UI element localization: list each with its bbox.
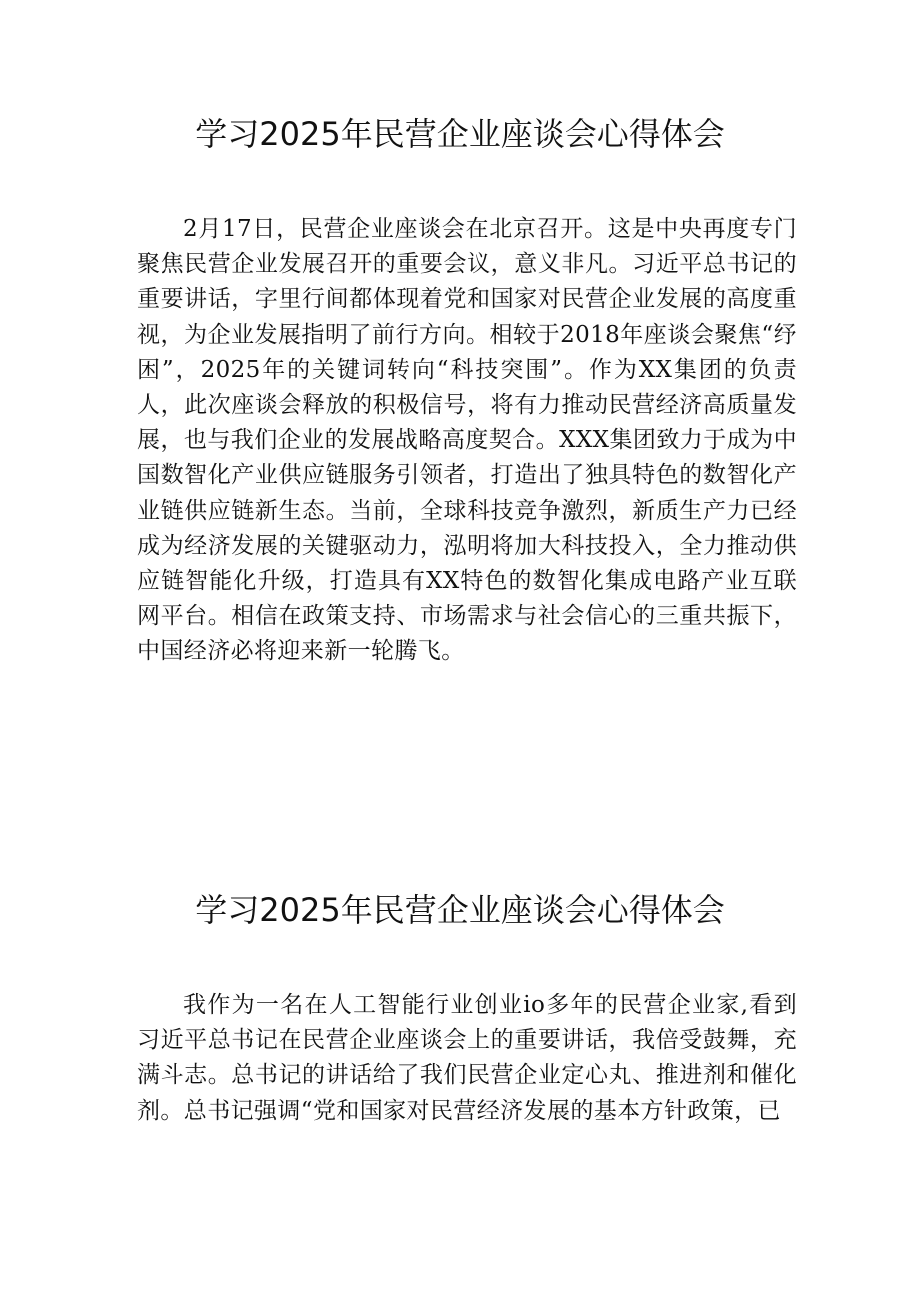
section-title-2: 学习2025年民营企业座谈会心得体会 <box>195 891 725 929</box>
section-paragraph-2: 我作为一名在人工智能行业创业io多年的民营企业家,看到习近平总书记在民营企业座谈会上的重要讲话，我倍受鼓舞，充满斗志。总书记的讲话给了我们民营企业定心丸、推进剂和催化剂。总书记强调“党和国家对民营经济发展的基本方针政策，已 <box>137 992 797 1124</box>
section-title-1: 学习2025年民营企业座谈会心得体会 <box>195 115 725 153</box>
section-paragraph-1: 2月17日，民营企业座谈会在北京召开。这是中央再度专门聚焦民营企业发展召开的重要会议，意义非凡。习近平总书记的重要讲话，字里行间都体现着党和国家对民营企业发展的高度重视，为企业发展指明了前行方向。相较于2018年座谈会聚焦“纾困”，2025年的关键词转向“科技突围”。作为XX集团的负责人，此次座谈会释放的积极信号，将有力推动民营经济高质量发展，也与我们企业的发展战略高度契合。XXX集团致力于成为中国数智化产业供应链服务引领者，打造出了独具特色的数智化产业链供应链新生态。当前，全球科技竞争激烈，新质生产力已经成为经济发展的关键驱动力，泓明将加大科技投入，全力推动供应链智能化升级，打造具有XX特色的数智化集成电路产业互联网平台。相信在政策支持、市场需求与社会信心的三重共振下，中国经济必将迎来新一轮腾飞。 <box>137 216 797 665</box>
